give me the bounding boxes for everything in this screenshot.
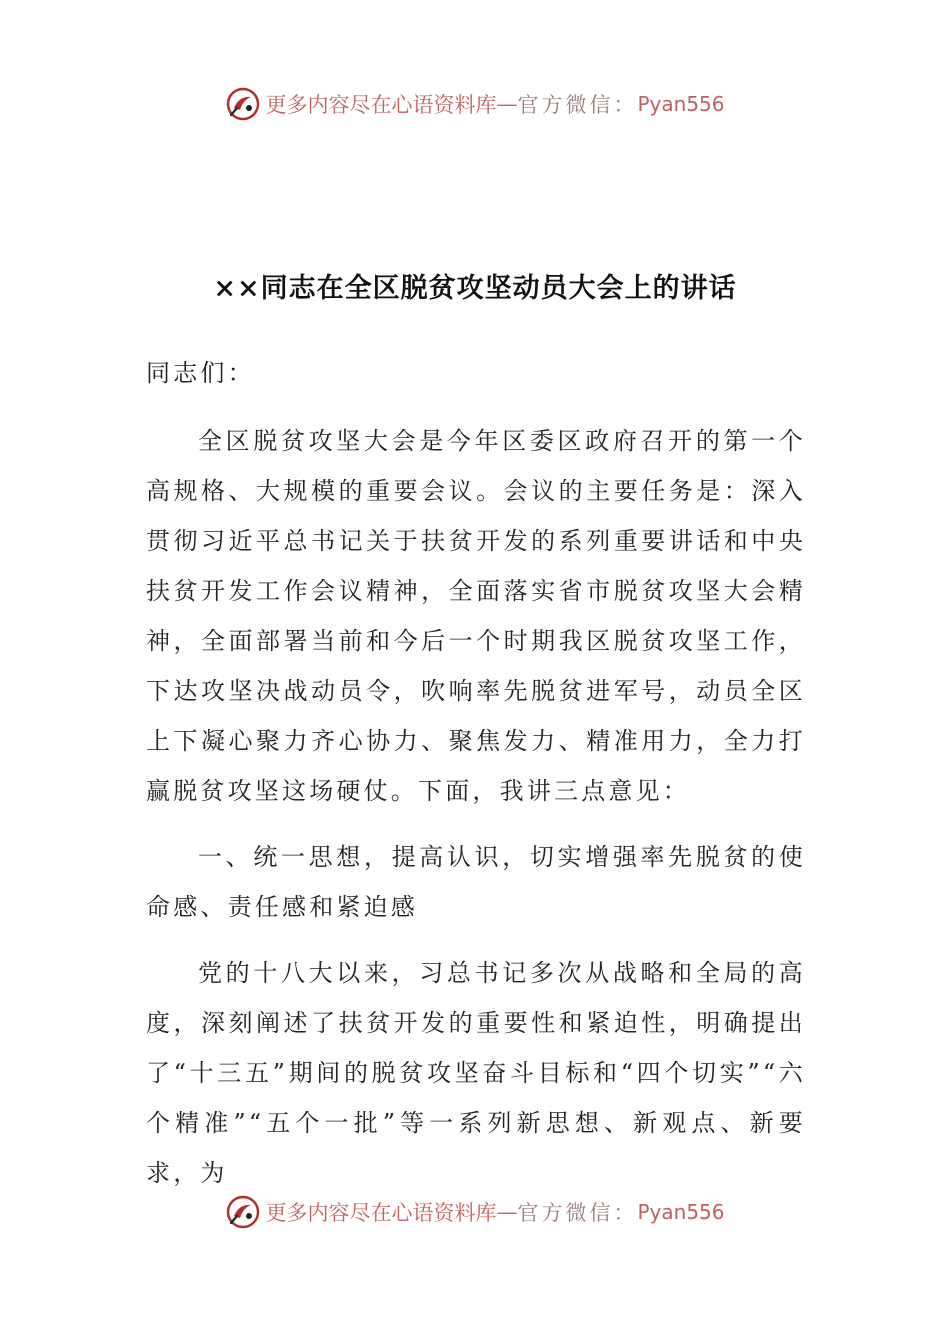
wechat-id: Pyan556 bbox=[637, 1200, 725, 1224]
wechat-id: Pyan556 bbox=[637, 92, 725, 116]
banner-dash: — bbox=[496, 92, 518, 116]
wechat-label: 官方微信： bbox=[517, 1201, 638, 1225]
wechat-label: 官方微信： bbox=[517, 93, 638, 117]
header-banner bbox=[0, 84, 950, 124]
logo-icon bbox=[225, 1194, 261, 1230]
paragraph-intro: 全区脱贫攻坚大会是今年区委区政府召开的第一个高规格、大规模的重要会议。会议的主要任务是：深入贯彻习近平总书记关于扶贫开发的系列重要讲话和中央扶贫开发工作会议精神，全面落实省市脱贫攻坚大会精神，全面部署当前和今后一个时期我区脱贫攻坚工作，下达攻坚决战动员令，吹响率先脱贫进军号，动员全区上下凝心聚力齐心协力、聚焦发力、精准用力，全力打赢脱贫攻坚这场硬仗。下面，我讲三点意见： bbox=[146, 427, 806, 805]
footer-banner bbox=[0, 1192, 950, 1232]
banner-dash: — bbox=[496, 1200, 518, 1224]
document-title: ××同志在全区脱贫攻坚动员大会上的讲话 bbox=[213, 273, 737, 304]
section-heading-1: 一、统一思想，提高认识，切实增强率先脱贫的使命感、责任感和紧迫感 bbox=[146, 843, 806, 921]
document-body bbox=[146, 348, 806, 1198]
greeting: 同志们： bbox=[146, 359, 255, 387]
library-text: 更多内容尽在心语资料库 bbox=[265, 93, 497, 117]
logo-icon bbox=[225, 86, 261, 122]
library-text: 更多内容尽在心语资料库 bbox=[265, 1201, 497, 1225]
paragraph-section-1: 党的十八大以来，习总书记多次从战略和全局的高度，深刻阐述了扶贫开发的重要性和紧迫性，明确提出了“十三五”期间的脱贫攻坚奋斗目标和“四个切实”“六个精准”“五个一批”等一系列新思想、新观点、新要求，为 bbox=[146, 959, 806, 1187]
